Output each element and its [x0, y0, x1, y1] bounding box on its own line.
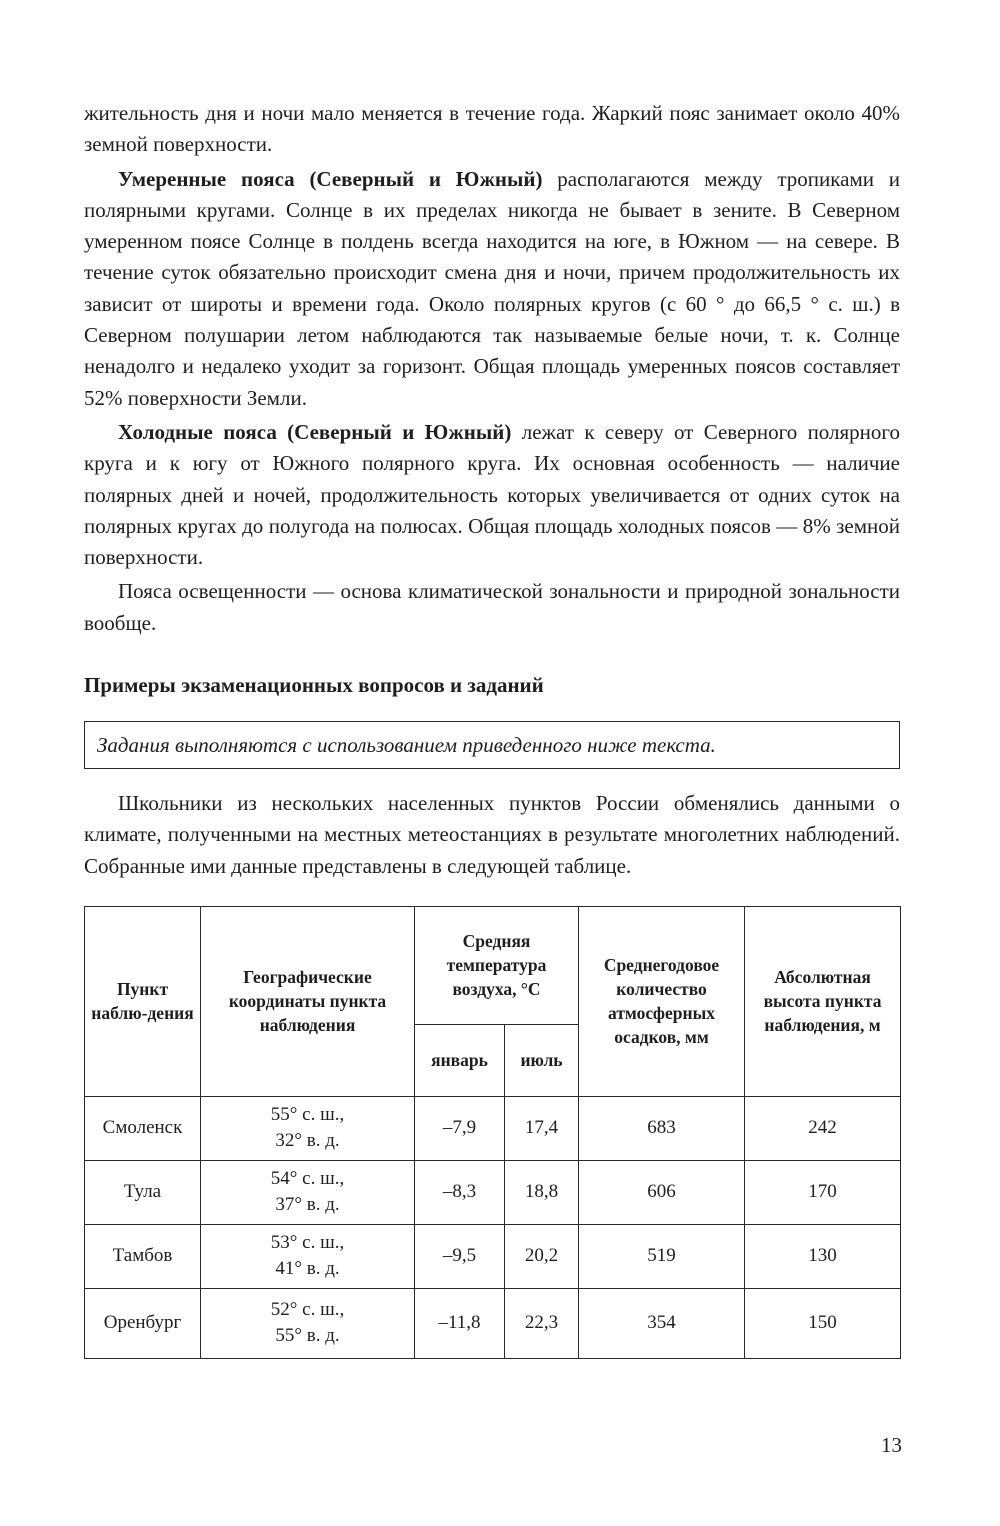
- cold-zones-text: лежат к северу от Северного полярного круга и к югу от Южного полярного круга. Их основная особенность — наличие полярных дней и ночей, продолжительность которых увеличивается от одних суток на полярных кругах до полугода на полюсах. Общая площадь холодных поясов — 8% земной поверхности.: [84, 419, 900, 570]
- header-point: Пункт наблю-дения: [85, 906, 201, 1096]
- temperate-zones-text: располагаются между тропиками и полярными кругами. Солнце в их пределах никогда не бывает в зените. В Северном умеренном поясе Солнце в полдень всегда находится на юге, в Южном — на севере. В течение суток обязательно происходит смена дня и ночи, причем продолжительность их зависит от широты и времени года. Около полярных кругов (с 60 ° до 66,5 ° с. ш.) в Северном полушарии летом наблюдаются так называемые белые ночи, т. к. Солнце ненадолго и недалеко уходит за горизонт. Общая площадь умеренных поясов составляет 52% поверхности Земли.: [84, 166, 900, 410]
- term-temperate-zones: Умеренные пояса (Северный и Южный): [118, 166, 543, 191]
- table-row: [85, 1288, 901, 1358]
- section-heading: Примеры экзаменационных вопросов и заданий: [84, 673, 544, 698]
- table-row: [85, 1160, 901, 1224]
- table-row: [85, 1224, 901, 1288]
- header-temperature: Средняя температура воздуха, °С: [415, 906, 579, 1024]
- cell-coordinates: [201, 1160, 415, 1224]
- page-number: 13: [881, 1433, 902, 1457]
- cell-point: Тула: [85, 1160, 201, 1224]
- page-content: [84, 98, 900, 1359]
- term-cold-zones: Холодные пояса (Северный и Южный): [118, 419, 512, 444]
- cell-precipitation: 606: [579, 1160, 745, 1224]
- cell-altitude: 170: [745, 1160, 901, 1224]
- cell-precipitation: 354: [579, 1288, 745, 1358]
- cell-altitude: 130: [745, 1224, 901, 1288]
- cell-latitude: 52° с. ш.,: [270, 1299, 345, 1321]
- cell-altitude: 242: [745, 1096, 901, 1160]
- paragraph-illumination-zones: Пояса освещенности — основа климатической зональности и природной зональности вообще.: [84, 579, 900, 635]
- cell-point: Смоленск: [85, 1096, 201, 1160]
- cell-longitude: 37° в. д.: [275, 1194, 340, 1216]
- cell-coordinates: [201, 1096, 415, 1160]
- cell-longitude: 55° в. д.: [275, 1325, 340, 1347]
- table-row: [85, 1096, 901, 1160]
- header-july: июль: [505, 1024, 579, 1096]
- climate-data-table: [84, 906, 901, 1359]
- header-january: январь: [415, 1024, 505, 1096]
- cell-coordinates: [201, 1224, 415, 1288]
- cell-january: –8,3: [415, 1160, 505, 1224]
- cell-precipitation: 519: [579, 1224, 745, 1288]
- cell-longitude: 41° в. д.: [275, 1258, 340, 1280]
- table-header-row: [85, 906, 901, 1024]
- header-precipitation: Среднегодовое количество атмосферных осадков, мм: [579, 906, 745, 1096]
- cell-altitude: 150: [745, 1288, 901, 1358]
- header-coordinates: Географические координаты пункта наблюдения: [201, 906, 415, 1096]
- header-altitude: Абсолютная высота пункта наблюдения, м: [745, 906, 901, 1096]
- cell-latitude: 54° с. ш.,: [270, 1168, 345, 1190]
- paragraph-cold-zones: [84, 417, 900, 573]
- cell-july: 22,3: [505, 1288, 579, 1358]
- cell-january: –9,5: [415, 1224, 505, 1288]
- cell-july: 18,8: [505, 1160, 579, 1224]
- cell-coordinates: [201, 1288, 415, 1358]
- cell-latitude: 55° с. ш.,: [270, 1104, 345, 1126]
- cell-july: 17,4: [505, 1096, 579, 1160]
- task-instruction-box: Задания выполняются с использованием приведенного ниже текста.: [84, 721, 900, 769]
- paragraph-intro: Школьники из нескольких населенных пунктов России обменялись данными о климате, полученными на местных метеостанциях в результате многолетних наблюдений. Собранные ими данные представлены в следующей таблице.: [84, 791, 900, 878]
- paragraph-hot-zone-end: жительность дня и ночи мало меняется в течение года. Жаркий пояс занимает около 40% земной поверхности.: [84, 101, 900, 157]
- cell-longitude: 32° в. д.: [275, 1130, 340, 1152]
- cell-point: Оренбург: [85, 1288, 201, 1358]
- cell-january: –11,8: [415, 1288, 505, 1358]
- paragraph-temperate-zones: [84, 164, 900, 414]
- cell-january: –7,9: [415, 1096, 505, 1160]
- cell-precipitation: 683: [579, 1096, 745, 1160]
- cell-point: Тамбов: [85, 1224, 201, 1288]
- cell-july: 20,2: [505, 1224, 579, 1288]
- cell-latitude: 53° с. ш.,: [270, 1232, 345, 1254]
